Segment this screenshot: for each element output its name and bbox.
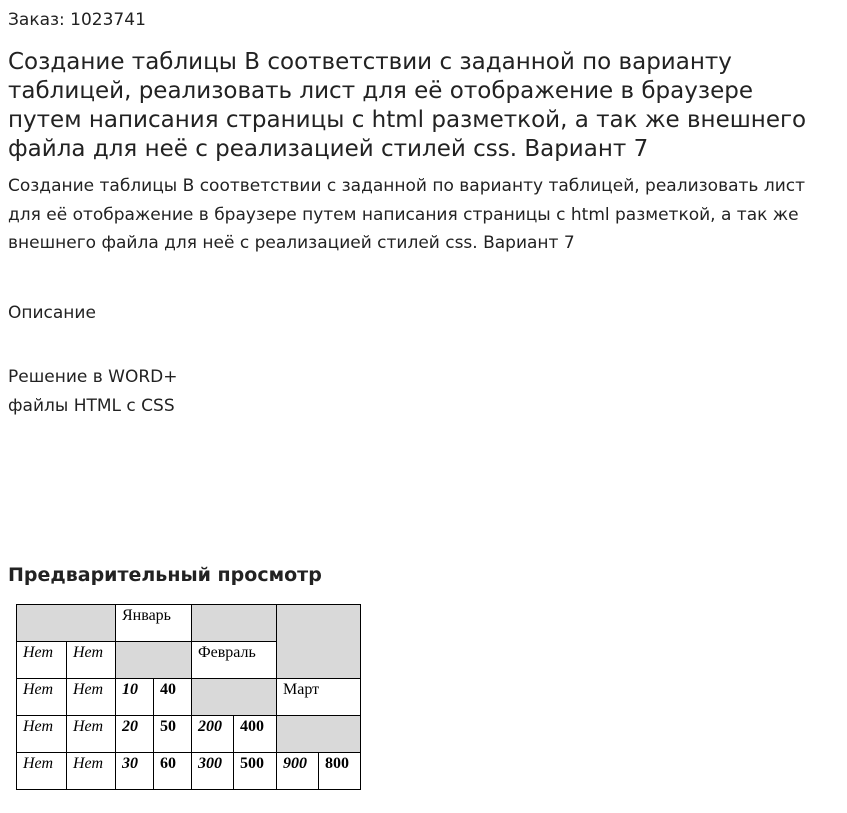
table-cell-net: Нет (17, 679, 67, 716)
table-row (17, 716, 361, 753)
table-cell-value: 300 (192, 753, 234, 790)
table-cell-value: 200 (192, 716, 234, 753)
table-cell-empty (192, 679, 277, 716)
table-cell-empty (277, 605, 361, 679)
table-cell-february: Февраль (192, 642, 277, 679)
table-row (17, 679, 361, 716)
table-cell-net: Нет (67, 753, 116, 790)
table-cell-march: Март (277, 679, 361, 716)
solution-text (8, 363, 178, 421)
table-cell-empty (192, 605, 277, 642)
table-cell-value: 800 (319, 753, 361, 790)
description-heading: Описание (8, 303, 96, 323)
table-cell-empty (17, 605, 116, 642)
table-cell-value: 900 (277, 753, 319, 790)
table-row (17, 605, 361, 642)
preview-table (16, 604, 361, 790)
table-cell-net: Нет (67, 642, 116, 679)
order-number: Заказ: 1023741 (8, 10, 146, 30)
table-cell-net: Нет (17, 642, 67, 679)
table-cell-value: 400 (234, 716, 277, 753)
description-text: Создание таблицы В соответствии с заданной по варианту таблицей, реализовать лист для её отображение в браузере путем написания страницы с html разметкой, а так же внешнего файла для неё с реализацией стилей css. Вариант 7 (8, 176, 805, 253)
table-cell-value: 40 (154, 679, 192, 716)
solution-line-1: Решение в WORD+ (8, 367, 178, 387)
table-cell-value: 20 (116, 716, 154, 753)
table-cell-value: 500 (234, 753, 277, 790)
table-cell-net: Нет (67, 716, 116, 753)
solution-line-2: файлы HTML с CSS (8, 396, 175, 416)
table-cell-value: 60 (154, 753, 192, 790)
table-cell-value: 30 (116, 753, 154, 790)
table-cell-net: Нет (17, 716, 67, 753)
table-cell-january: Январь (116, 605, 192, 642)
table-cell-net: Нет (17, 753, 67, 790)
page-title: Создание таблицы В соответствии с заданной по варианту таблицей, реализовать лист для её отображение в браузере путем написания страницы с html разметкой, а так же внешнего файла для неё с реализацией стилей css. Вариант 7 (8, 49, 807, 162)
preview-heading: Предварительный просмотр (8, 564, 322, 586)
table-cell-empty (277, 716, 361, 753)
table-cell-value: 10 (116, 679, 154, 716)
table-cell-value: 50 (154, 716, 192, 753)
table-cell-net: Нет (67, 679, 116, 716)
table-cell-empty (116, 642, 192, 679)
table-row (17, 753, 361, 790)
